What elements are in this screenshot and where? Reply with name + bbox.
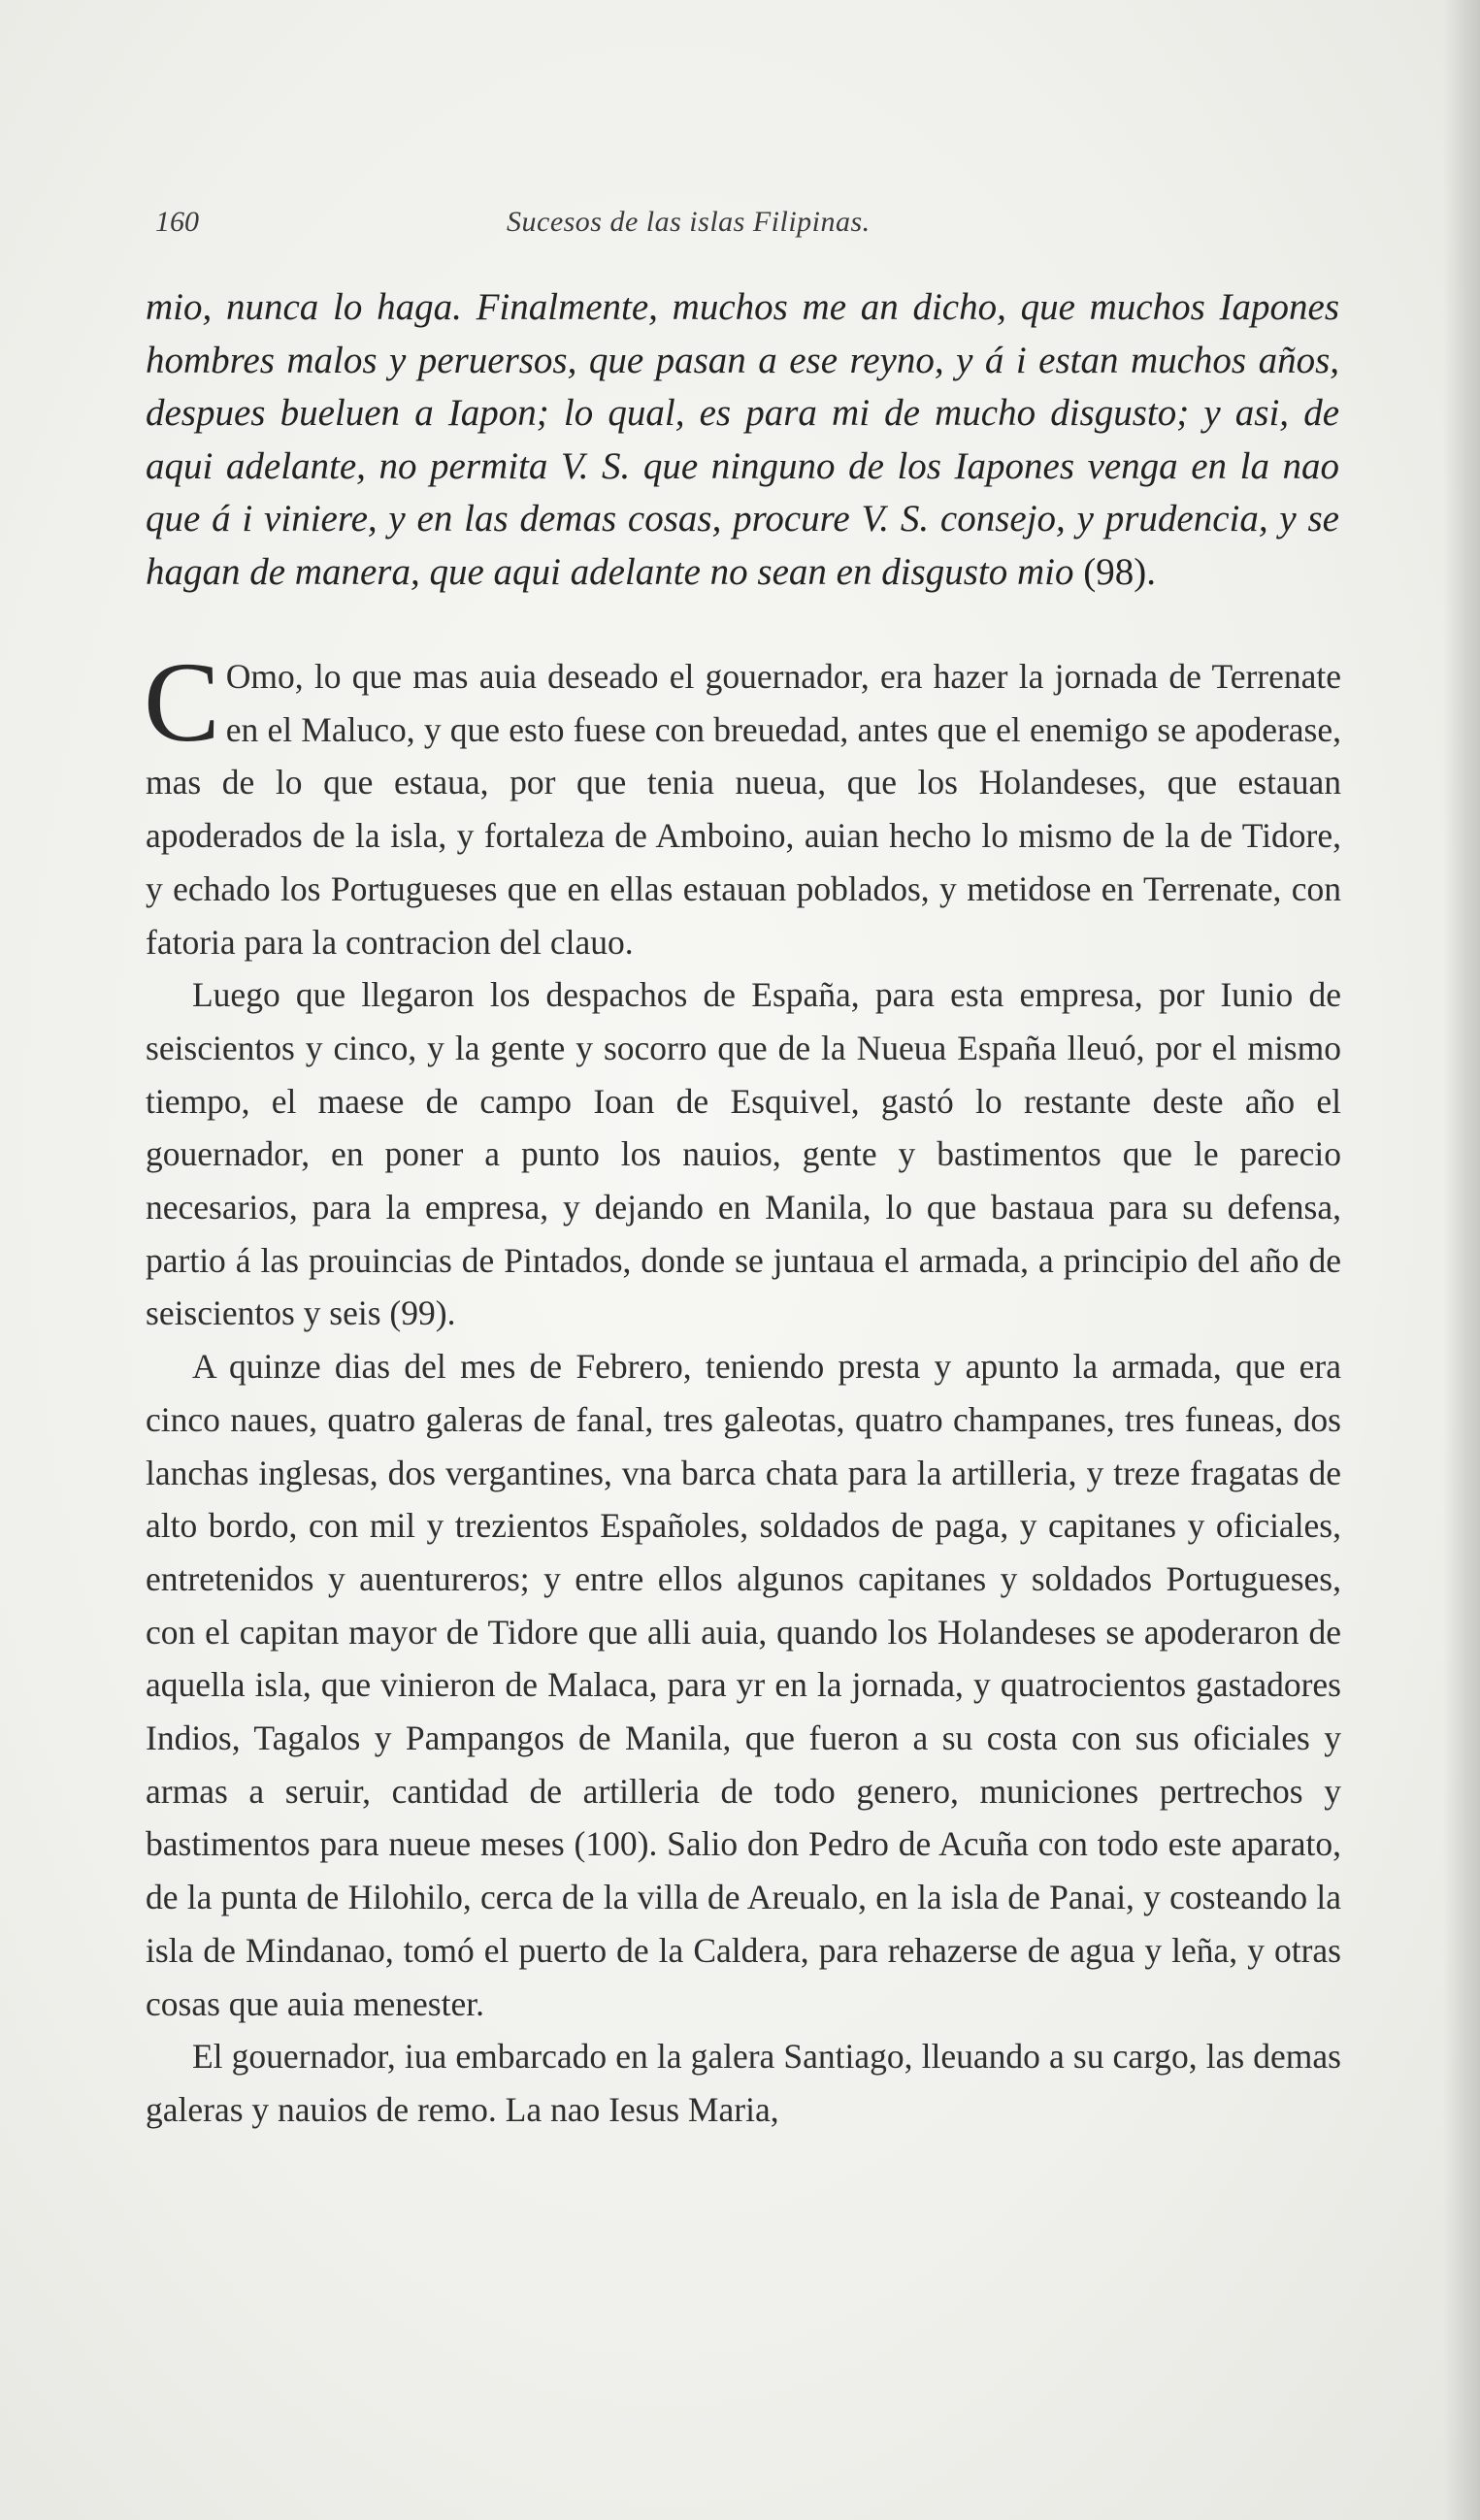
footnote-reference: (98). <box>1083 550 1156 593</box>
paragraph-text: Omo, lo que mas auia deseado el gouernador, era hazer la jornada de Terrenate en el Maluco, y que esto fuese con breuedad, antes que el enemigo se apoderase, mas de lo que estaua, por que tenia nueua, que los Holandeses, que estauan apoderados de la isla, y fortaleza de Amboino, auian hecho lo mismo de la de Tidore, y echado los Portugueses que en ellas estauan poblados, y metidose en Terrenate, con fatoria para la contracion del clauo. <box>146 657 1341 962</box>
page-edge-shadow <box>1443 0 1480 2520</box>
letter-quotation <box>146 281 1339 599</box>
paragraph: Luego que llegaron los despachos de España, para esta empresa, por Iunio de seiscientos y cinco, y la gente y socorro que de la Nueua España lleuó, por el mismo tiempo, el maese de campo Ioan de Esquivel, gastó lo restante deste año el gouernador, en poner a punto los nauios, gente y bastimentos que le parecio necesarios, para la empresa, y dejando en Manila, lo que bastaua para su defensa, partio á las prouincias de Pintados, donde se juntaua el armada, a principio del año de seiscientos y seis (99). <box>146 975 1341 1333</box>
page-header <box>155 206 1349 252</box>
paragraph: El gouernador, iua embarcado en la galera Santiago, lleuando a su cargo, las demas galeras y nauios de remo. La nao Iesus Maria, <box>146 2037 1341 2129</box>
body-text <box>144 638 1341 2137</box>
page-number: 160 <box>155 206 199 238</box>
paragraph <box>144 638 1341 968</box>
paragraph: A quinze dias del mes de Febrero, teniendo presta y apunto la armada, que era cinco naues, quatro galeras de fanal, tres galeotas, quatro champanes, tres funeas, dos lanchas inglesas, dos vergantines, vna barca chata para la artilleria, y treze fragatas de alto bordo, con mil y trezientos Españoles, soldados de paga, y capitanes y oficiales, entretenidos y auentureros; y entre ellos algunos capitanes y soldados Portugueses, con el capitan mayor de Tidore que alli auia, quando los Holandeses se apoderaron de aquella isla, que vinieron de Malaca, para yr en la jornada, y quatrocientos gastadores Indios, Tagalos y Pampangos de Manila, que fueron a su costa con sus oficiales y armas a seruir, cantidad de artilleria de todo genero, municiones pertrechos y bastimentos para nueue meses (100). Salio don Pedro de Acuña con todo este aparato, de la punta de Hilohilo, cerca de la villa de Areualo, en la isla de Panai, y costeando la isla de Mindanao, tomó el puerto de la Caldera, para rehazerse de agua y leña, y otras cosas que auia menester. <box>146 1347 1341 2023</box>
letter-text: mio, nunca lo haga. Finalmente, muchos me an dicho, que muchos Iapones hombres malos y peruersos, que pasan a ese reyno, y á i estan muchos años, despues bueluen a Iapon; lo qual, es para mi de mucho disgusto; y asi, de aqui adelante, no permita V. S. que ninguno de los Iapones venga en la nao que á i viniere, y en las demas cosas, procure V. S. consejo, y prudencia, y se hagan de manera, que aqui adelante no sean en disgusto mio <box>146 286 1339 593</box>
drop-cap: C <box>144 638 220 766</box>
running-title: Sucesos de las islas Filipinas. <box>507 206 871 238</box>
